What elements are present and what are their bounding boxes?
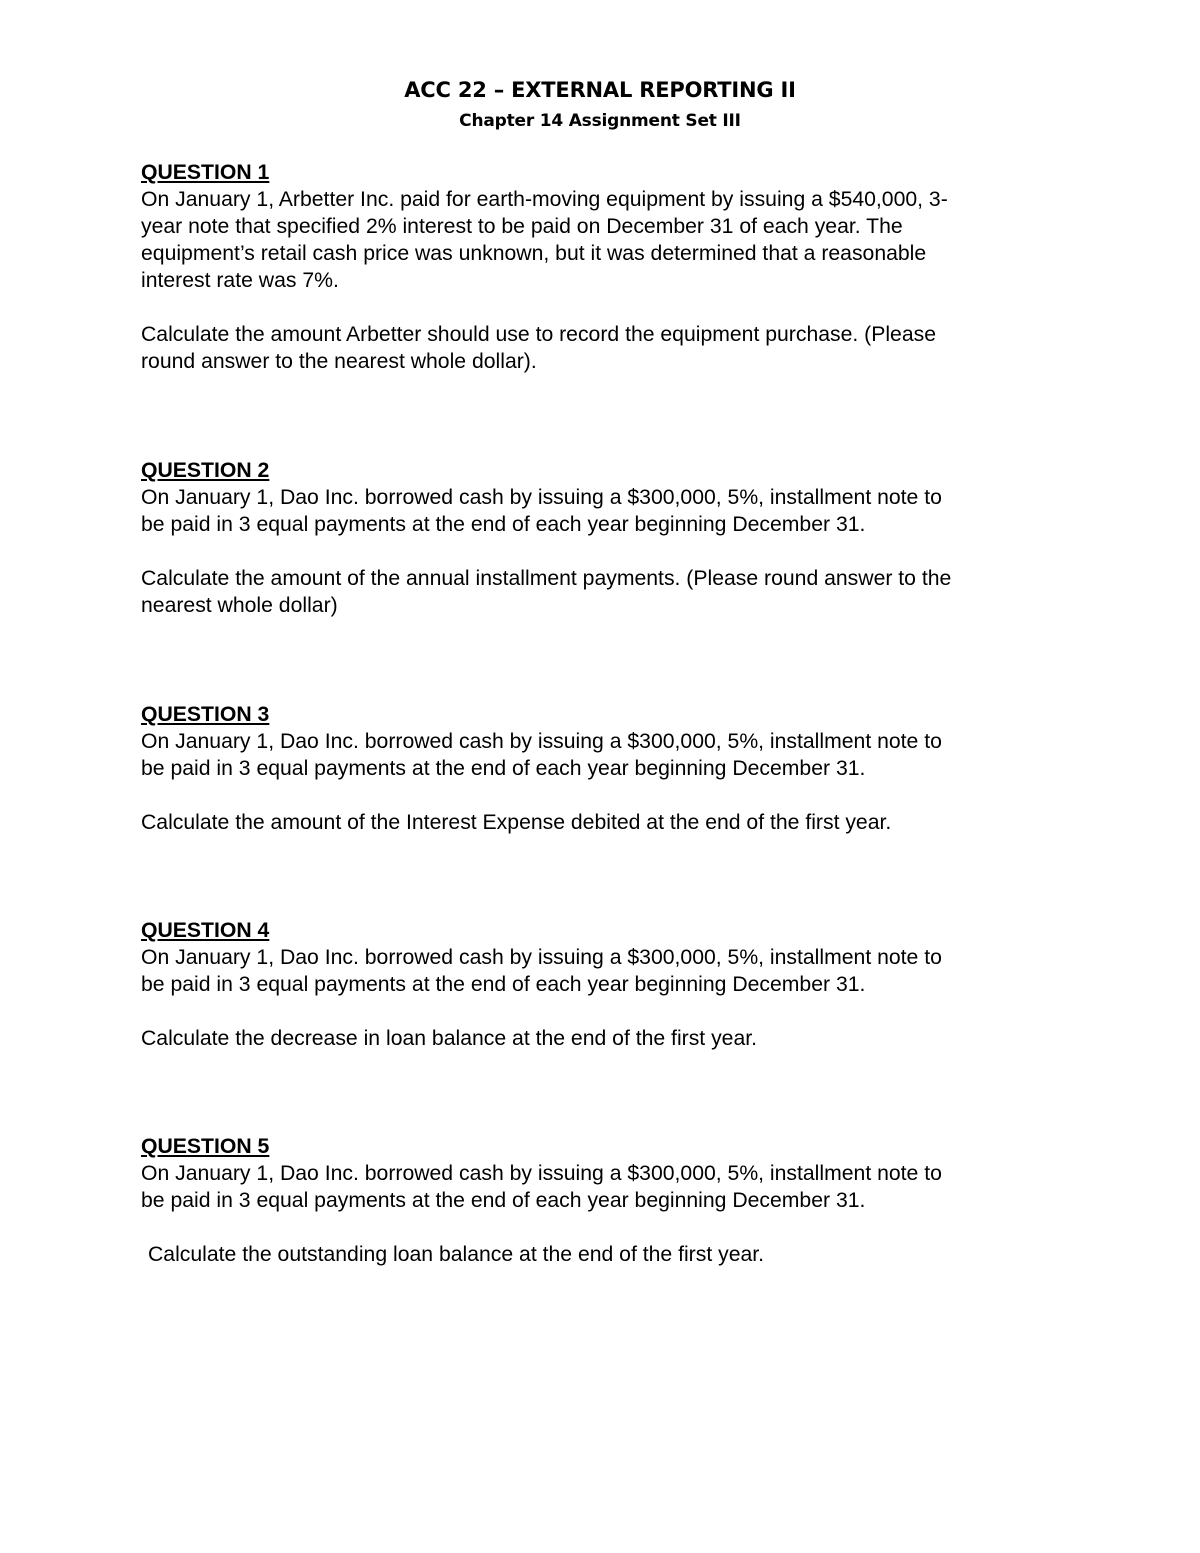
question-body <box>141 186 1081 294</box>
body-line: be paid in 3 equal payments at the end of each year beginning December 31. <box>141 513 866 536</box>
question-heading: QUESTION 2 <box>141 459 270 482</box>
question-3 <box>141 701 1081 836</box>
question-body <box>141 728 1081 782</box>
question-task <box>141 321 1081 375</box>
body-line: interest rate was 7%. <box>141 269 339 292</box>
body-line: On January 1, Dao Inc. borrowed cash by issuing a $300,000, 5%, installment note to <box>141 730 942 753</box>
question-task <box>141 1025 1081 1052</box>
task-line: round answer to the nearest whole dollar). <box>141 350 537 373</box>
question-4 <box>141 917 1081 1052</box>
question-task <box>141 809 1081 836</box>
body-line: be paid in 3 equal payments at the end of each year beginning December 31. <box>141 757 866 780</box>
task-line: Calculate the amount of the Interest Expense debited at the end of the first year. <box>141 811 892 834</box>
body-line: be paid in 3 equal payments at the end of each year beginning December 31. <box>141 1189 866 1212</box>
question-body <box>141 1160 1081 1214</box>
question-heading: QUESTION 5 <box>141 1135 270 1158</box>
task-line: Calculate the decrease in loan balance at the end of the first year. <box>141 1027 758 1050</box>
question-task <box>141 1241 1081 1268</box>
task-line: nearest whole dollar) <box>141 594 338 617</box>
body-line: be paid in 3 equal payments at the end of each year beginning December 31. <box>141 973 866 996</box>
document-subtitle: Chapter 14 Assignment Set III <box>459 111 741 131</box>
question-heading: QUESTION 4 <box>141 919 270 942</box>
question-heading: QUESTION 3 <box>141 703 270 726</box>
body-line: year note that specified 2% interest to be paid on December 31 of each year. The <box>141 215 903 238</box>
body-line: equipment’s retail cash price was unknown, but it was determined that a reasonable <box>141 242 927 265</box>
question-5 <box>141 1133 1081 1268</box>
question-1 <box>141 159 1081 375</box>
document-title: ACC 22 – EXTERNAL REPORTING II <box>404 78 796 102</box>
body-line: On January 1, Dao Inc. borrowed cash by issuing a $300,000, 5%, installment note to <box>141 1162 942 1185</box>
question-2 <box>141 457 1081 619</box>
body-line: On January 1, Arbetter Inc. paid for earth-moving equipment by issuing a $540,000, 3- <box>141 188 948 211</box>
document-header <box>0 74 1200 136</box>
question-body <box>141 944 1081 998</box>
question-heading: QUESTION 1 <box>141 161 270 184</box>
task-line: Calculate the outstanding loan balance at the end of the first year. <box>148 1243 765 1266</box>
task-line: Calculate the amount of the annual installment payments. (Please round answer to the <box>141 567 952 590</box>
question-body <box>141 484 1081 538</box>
body-line: On January 1, Dao Inc. borrowed cash by issuing a $300,000, 5%, installment note to <box>141 946 942 969</box>
question-task <box>141 565 1081 619</box>
body-line: On January 1, Dao Inc. borrowed cash by issuing a $300,000, 5%, installment note to <box>141 486 942 509</box>
task-line: Calculate the amount Arbetter should use to record the equipment purchase. (Please <box>141 323 937 346</box>
